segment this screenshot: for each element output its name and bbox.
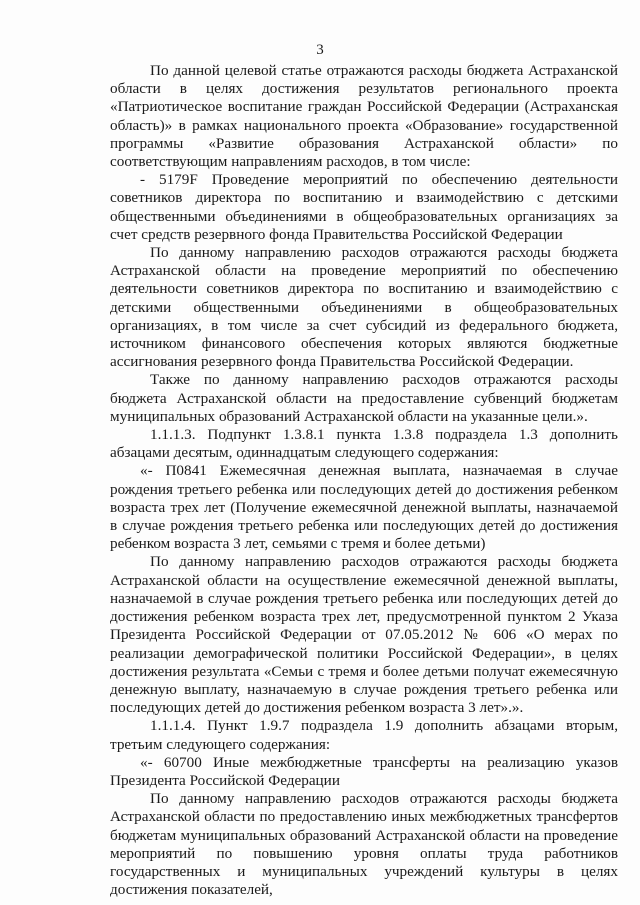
paragraph-P0841-description: По данному направлению расходов отражаются расходы бюджета Астраханской области на осуществление ежемесячной денежной выплаты, назначаемой в случае рождения третьего ребенка или последующих детей до достижения ребенком возраста трех лет, предусмотренной пунктом 2 Указа Президента Российской Федерации от 07.05.2012 № 606 «О мерах по реализации демографической политики Российской Федерации», в целях достижения результата «Семьи с тремя и более детьми получат ежемесячную денежную выплату, назначаемую в случае рождения третьего ребенка или последующих детей до достижения ребенком возраста 3 лет».». [110, 553, 618, 717]
paragraph-60700-description: По данному направлению расходов отражаются расходы бюджета Астраханской области по предоставлению иных межбюджетных трансфертов бюджетам муниципальных образований Астраханской области на проведение мероприятий по повышению уровня оплаты труда работников государственных и муниципальных учреждений культуры в целях достижения показателей, [110, 790, 618, 899]
paragraph-clause-1-1-1-3: 1.1.1.3. Подпункт 1.3.8.1 пункта 1.3.8 подраздела 1.3 дополнить абзацами десятым, одиннадцатым следующего содержания: [110, 426, 618, 462]
paragraph-item-5179F: - 5179F Проведение мероприятий по обеспечению деятельности советников директора по воспитанию и взаимодействию с детскими общественными объединениями в общеобразовательных организациях за счет средств резервного фонда Правительства Российской Федерации [110, 171, 618, 243]
page-number: 3 [316, 42, 324, 58]
paragraph-5179F-subventions: Также по данному направлению расходов отражаются расходы бюджета Астраханской области на предоставление субвенций бюджетам муниципальных образований Астраханской области на указанные цели.». [110, 371, 618, 425]
document-body [110, 62, 618, 899]
paragraph-clause-1-1-1-4: 1.1.1.4. Пункт 1.9.7 подраздела 1.9 дополнить абзацами вторым, третьим следующего содержания: [110, 717, 618, 753]
paragraph-5179F-description: По данному направлению расходов отражаются расходы бюджета Астраханской области на проведение мероприятий по обеспечению деятельности советников директора по воспитанию и взаимодействию с детскими общественными объединениями в общеобразовательных организациях, в том числе за счет субсидий из федерального бюджета, источником финансового обеспечения которых являются бюджетные ассигнования резервного фонда Правительства Российской Федерации. [110, 244, 618, 371]
paragraph-item-P0841: «- П0841 Ежемесячная денежная выплата, назначаемая в случае рождения третьего ребенка или последующих детей до достижения ребенком возраста трех лет (Получение ежемесячной денежной выплаты, назначаемой в случае рождения третьего ребенка или последующих детей до достижения ребенком возраста 3 лет, семьями с тремя и более детьми) [110, 462, 618, 553]
paragraph-intro: По данной целевой статье отражаются расходы бюджета Астраханской области в целях достижения результатов регионального проекта «Патриотическое воспитание граждан Российской Федерации (Астраханская область)» в рамках национального проекта «Образование» государственной программы «Развитие образования Астраханской области» по соответствующим направлениям расходов, в том числе: [110, 62, 618, 171]
paragraph-item-60700: «- 60700 Иные межбюджетные трансферты на реализацию указов Президента Российской Федерации [110, 753, 618, 789]
